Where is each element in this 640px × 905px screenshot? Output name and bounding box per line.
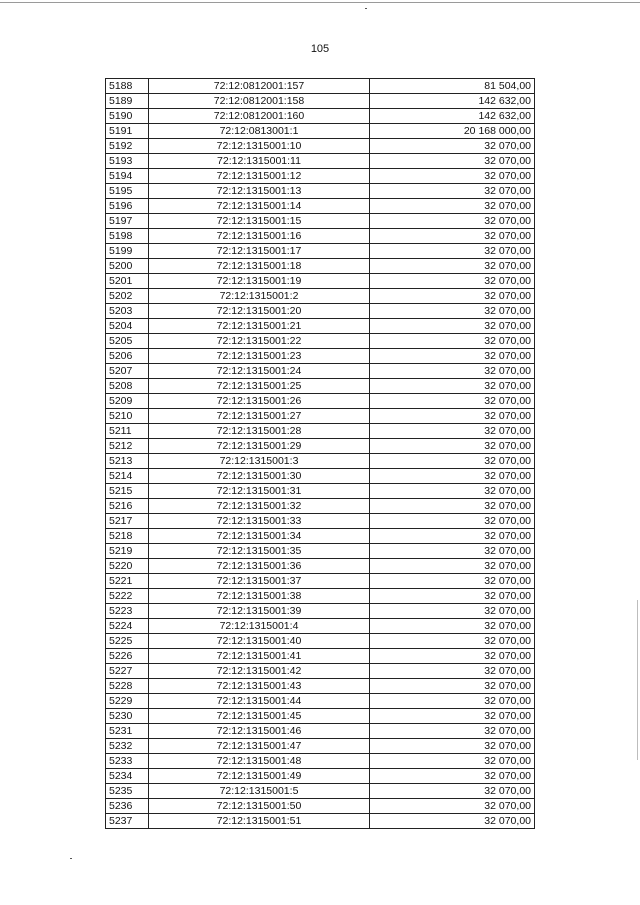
table-row <box>106 469 535 484</box>
table-row <box>106 199 535 214</box>
value-cell: 32 070,00 <box>370 154 535 169</box>
table-row <box>106 784 535 799</box>
cadastral-number-cell: 72:12:1315001:26 <box>149 394 370 409</box>
cadastral-number-cell: 72:12:1315001:28 <box>149 424 370 439</box>
row-number-cell: 5234 <box>106 769 149 784</box>
table-row <box>106 754 535 769</box>
value-cell: 32 070,00 <box>370 709 535 724</box>
row-number-cell: 5230 <box>106 709 149 724</box>
table-row <box>106 364 535 379</box>
row-number-cell: 5193 <box>106 154 149 169</box>
cadastral-number-cell: 72:12:1315001:42 <box>149 664 370 679</box>
value-cell: 32 070,00 <box>370 529 535 544</box>
value-cell: 32 070,00 <box>370 664 535 679</box>
table-row <box>106 649 535 664</box>
row-number-cell: 5209 <box>106 394 149 409</box>
row-number-cell: 5227 <box>106 664 149 679</box>
cadastral-number-cell: 72:12:1315001:35 <box>149 544 370 559</box>
table-row <box>106 79 535 94</box>
value-cell: 32 070,00 <box>370 679 535 694</box>
scan-speck <box>70 858 72 859</box>
cadastral-number-cell: 72:12:0813001:1 <box>149 124 370 139</box>
cadastral-number-cell: 72:12:1315001:10 <box>149 139 370 154</box>
row-number-cell: 5212 <box>106 439 149 454</box>
row-number-cell: 5195 <box>106 184 149 199</box>
value-cell: 32 070,00 <box>370 814 535 829</box>
row-number-cell: 5201 <box>106 274 149 289</box>
table-row <box>106 499 535 514</box>
row-number-cell: 5220 <box>106 559 149 574</box>
value-cell: 32 070,00 <box>370 274 535 289</box>
row-number-cell: 5199 <box>106 244 149 259</box>
cadastral-number-cell: 72:12:0812001:157 <box>149 79 370 94</box>
cadastral-number-cell: 72:12:1315001:25 <box>149 379 370 394</box>
table-row <box>106 424 535 439</box>
table-row <box>106 229 535 244</box>
cadastral-number-cell: 72:12:1315001:44 <box>149 694 370 709</box>
cadastral-number-cell: 72:12:1315001:5 <box>149 784 370 799</box>
table-row <box>106 814 535 829</box>
value-cell: 32 070,00 <box>370 724 535 739</box>
value-cell: 32 070,00 <box>370 694 535 709</box>
table-row <box>106 259 535 274</box>
value-cell: 32 070,00 <box>370 394 535 409</box>
row-number-cell: 5191 <box>106 124 149 139</box>
row-number-cell: 5203 <box>106 304 149 319</box>
table-row <box>106 409 535 424</box>
cadastral-number-cell: 72:12:1315001:21 <box>149 319 370 334</box>
row-number-cell: 5221 <box>106 574 149 589</box>
cadastral-number-cell: 72:12:1315001:39 <box>149 604 370 619</box>
value-cell: 32 070,00 <box>370 424 535 439</box>
row-number-cell: 5198 <box>106 229 149 244</box>
value-cell: 32 070,00 <box>370 199 535 214</box>
table-row <box>106 334 535 349</box>
cadastral-number-cell: 72:12:1315001:4 <box>149 619 370 634</box>
table-row <box>106 109 535 124</box>
table-body <box>106 79 535 829</box>
table-row <box>106 559 535 574</box>
cadastral-number-cell: 72:12:1315001:41 <box>149 649 370 664</box>
row-number-cell: 5208 <box>106 379 149 394</box>
value-cell: 32 070,00 <box>370 499 535 514</box>
table-row <box>106 274 535 289</box>
row-number-cell: 5235 <box>106 784 149 799</box>
table-row <box>106 739 535 754</box>
table-row <box>106 319 535 334</box>
row-number-cell: 5216 <box>106 499 149 514</box>
table-row <box>106 724 535 739</box>
table-row <box>106 244 535 259</box>
scan-speck <box>365 8 367 9</box>
row-number-cell: 5224 <box>106 619 149 634</box>
value-cell: 32 070,00 <box>370 304 535 319</box>
table-row <box>106 769 535 784</box>
value-cell: 32 070,00 <box>370 514 535 529</box>
value-cell: 32 070,00 <box>370 139 535 154</box>
cadastral-number-cell: 72:12:1315001:46 <box>149 724 370 739</box>
row-number-cell: 5219 <box>106 544 149 559</box>
cadastral-number-cell: 72:12:1315001:51 <box>149 814 370 829</box>
cadastral-number-cell: 72:12:1315001:22 <box>149 334 370 349</box>
table-row <box>106 544 535 559</box>
cadastral-number-cell: 72:12:1315001:50 <box>149 799 370 814</box>
cadastral-number-cell: 72:12:0812001:160 <box>149 109 370 124</box>
value-cell: 32 070,00 <box>370 169 535 184</box>
value-cell: 32 070,00 <box>370 754 535 769</box>
row-number-cell: 5190 <box>106 109 149 124</box>
value-cell: 32 070,00 <box>370 619 535 634</box>
value-cell: 32 070,00 <box>370 559 535 574</box>
row-number-cell: 5192 <box>106 139 149 154</box>
scan-border-line <box>0 2 640 3</box>
value-cell: 32 070,00 <box>370 259 535 274</box>
value-cell: 32 070,00 <box>370 244 535 259</box>
value-cell: 32 070,00 <box>370 574 535 589</box>
row-number-cell: 5228 <box>106 679 149 694</box>
cadastral-number-cell: 72:12:1315001:27 <box>149 409 370 424</box>
table-row <box>106 439 535 454</box>
table-row <box>106 304 535 319</box>
value-cell: 32 070,00 <box>370 229 535 244</box>
table-row <box>106 574 535 589</box>
cadastral-number-cell: 72:12:1315001:48 <box>149 754 370 769</box>
table-row <box>106 454 535 469</box>
cadastral-number-cell: 72:12:1315001:33 <box>149 514 370 529</box>
table-row <box>106 679 535 694</box>
cadastral-number-cell: 72:12:1315001:15 <box>149 214 370 229</box>
row-number-cell: 5236 <box>106 799 149 814</box>
table-row <box>106 349 535 364</box>
value-cell: 32 070,00 <box>370 649 535 664</box>
cadastral-number-cell: 72:12:1315001:36 <box>149 559 370 574</box>
scan-edge-mark <box>637 600 638 760</box>
value-cell: 32 070,00 <box>370 409 535 424</box>
row-number-cell: 5229 <box>106 694 149 709</box>
value-cell: 32 070,00 <box>370 769 535 784</box>
cadastral-number-cell: 72:12:1315001:34 <box>149 529 370 544</box>
cadastral-number-cell: 72:12:1315001:30 <box>149 469 370 484</box>
page-number: 105 <box>310 43 330 55</box>
table-row <box>106 484 535 499</box>
row-number-cell: 5189 <box>106 94 149 109</box>
value-cell: 32 070,00 <box>370 184 535 199</box>
table-row <box>106 709 535 724</box>
table-row <box>106 169 535 184</box>
cadastral-number-cell: 72:12:1315001:29 <box>149 439 370 454</box>
row-number-cell: 5188 <box>106 79 149 94</box>
row-number-cell: 5206 <box>106 349 149 364</box>
value-cell: 32 070,00 <box>370 379 535 394</box>
value-cell: 32 070,00 <box>370 589 535 604</box>
row-number-cell: 5213 <box>106 454 149 469</box>
row-number-cell: 5211 <box>106 424 149 439</box>
value-cell: 32 070,00 <box>370 634 535 649</box>
cadastral-number-cell: 72:12:1315001:38 <box>149 589 370 604</box>
value-cell: 32 070,00 <box>370 544 535 559</box>
row-number-cell: 5210 <box>106 409 149 424</box>
table-row <box>106 124 535 139</box>
row-number-cell: 5223 <box>106 604 149 619</box>
cadastral-number-cell: 72:12:1315001:19 <box>149 274 370 289</box>
data-table <box>105 78 535 829</box>
cadastral-number-cell: 72:12:1315001:23 <box>149 349 370 364</box>
cadastral-number-cell: 72:12:1315001:3 <box>149 454 370 469</box>
table-row <box>106 139 535 154</box>
cadastral-number-cell: 72:12:1315001:2 <box>149 289 370 304</box>
value-cell: 32 070,00 <box>370 214 535 229</box>
value-cell: 32 070,00 <box>370 454 535 469</box>
value-cell: 32 070,00 <box>370 364 535 379</box>
table-row <box>106 94 535 109</box>
value-cell: 32 070,00 <box>370 784 535 799</box>
row-number-cell: 5237 <box>106 814 149 829</box>
cadastral-number-cell: 72:12:1315001:17 <box>149 244 370 259</box>
cadastral-number-cell: 72:12:0812001:158 <box>149 94 370 109</box>
cadastral-number-cell: 72:12:1315001:20 <box>149 304 370 319</box>
table-row <box>106 604 535 619</box>
table-row <box>106 634 535 649</box>
row-number-cell: 5196 <box>106 199 149 214</box>
table-row <box>106 184 535 199</box>
row-number-cell: 5231 <box>106 724 149 739</box>
cadastral-number-cell: 72:12:1315001:43 <box>149 679 370 694</box>
table-row <box>106 379 535 394</box>
row-number-cell: 5204 <box>106 319 149 334</box>
value-cell: 32 070,00 <box>370 469 535 484</box>
row-number-cell: 5222 <box>106 589 149 604</box>
row-number-cell: 5225 <box>106 634 149 649</box>
table-row <box>106 394 535 409</box>
cadastral-number-cell: 72:12:1315001:13 <box>149 184 370 199</box>
cadastral-number-cell: 72:12:1315001:40 <box>149 634 370 649</box>
cadastral-number-cell: 72:12:1315001:49 <box>149 769 370 784</box>
value-cell: 32 070,00 <box>370 334 535 349</box>
row-number-cell: 5218 <box>106 529 149 544</box>
cadastral-number-cell: 72:12:1315001:37 <box>149 574 370 589</box>
row-number-cell: 5202 <box>106 289 149 304</box>
row-number-cell: 5207 <box>106 364 149 379</box>
row-number-cell: 5200 <box>106 259 149 274</box>
row-number-cell: 5215 <box>106 484 149 499</box>
cadastral-number-cell: 72:12:1315001:31 <box>149 484 370 499</box>
value-cell: 142 632,00 <box>370 94 535 109</box>
row-number-cell: 5233 <box>106 754 149 769</box>
table-row <box>106 619 535 634</box>
table-row <box>106 694 535 709</box>
table-row <box>106 214 535 229</box>
table-row <box>106 289 535 304</box>
value-cell: 32 070,00 <box>370 289 535 304</box>
row-number-cell: 5232 <box>106 739 149 754</box>
cadastral-number-cell: 72:12:1315001:12 <box>149 169 370 184</box>
cadastral-number-cell: 72:12:1315001:47 <box>149 739 370 754</box>
row-number-cell: 5214 <box>106 469 149 484</box>
cadastral-number-cell: 72:12:1315001:11 <box>149 154 370 169</box>
table-row <box>106 799 535 814</box>
value-cell: 142 632,00 <box>370 109 535 124</box>
cadastral-number-cell: 72:12:1315001:45 <box>149 709 370 724</box>
value-cell: 32 070,00 <box>370 439 535 454</box>
table-row <box>106 529 535 544</box>
cadastral-number-cell: 72:12:1315001:32 <box>149 499 370 514</box>
cadastral-number-cell: 72:12:1315001:18 <box>149 259 370 274</box>
table-row <box>106 154 535 169</box>
table-row <box>106 514 535 529</box>
value-cell: 32 070,00 <box>370 319 535 334</box>
cadastral-number-cell: 72:12:1315001:14 <box>149 199 370 214</box>
row-number-cell: 5194 <box>106 169 149 184</box>
value-cell: 81 504,00 <box>370 79 535 94</box>
value-cell: 32 070,00 <box>370 349 535 364</box>
table-row <box>106 664 535 679</box>
value-cell: 32 070,00 <box>370 604 535 619</box>
value-cell: 32 070,00 <box>370 799 535 814</box>
cadastral-number-cell: 72:12:1315001:24 <box>149 364 370 379</box>
row-number-cell: 5226 <box>106 649 149 664</box>
value-cell: 20 168 000,00 <box>370 124 535 139</box>
value-cell: 32 070,00 <box>370 739 535 754</box>
value-cell: 32 070,00 <box>370 484 535 499</box>
row-number-cell: 5205 <box>106 334 149 349</box>
row-number-cell: 5197 <box>106 214 149 229</box>
row-number-cell: 5217 <box>106 514 149 529</box>
table-row <box>106 589 535 604</box>
cadastral-number-cell: 72:12:1315001:16 <box>149 229 370 244</box>
